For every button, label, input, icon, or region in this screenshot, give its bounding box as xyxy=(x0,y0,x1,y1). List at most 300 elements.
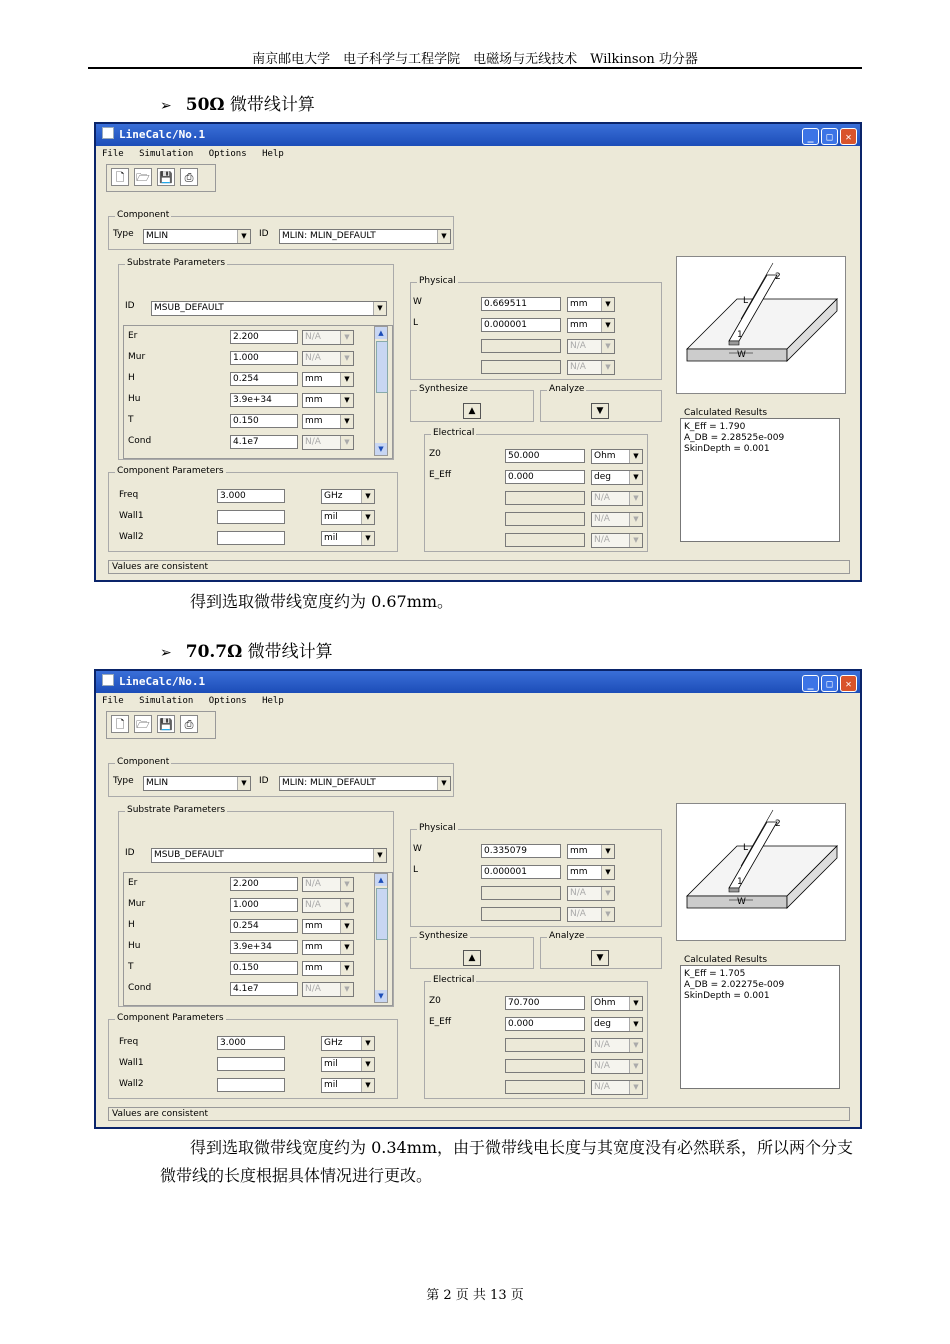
substrate-param-label: Hu xyxy=(128,941,141,951)
calculated-results-label: Calculated Results xyxy=(684,408,768,418)
chevron-down-icon: ▼ xyxy=(340,878,353,891)
result-line: A_DB = 2.28525e-009 xyxy=(684,433,785,443)
analyze-button[interactable]: ▼ xyxy=(591,403,609,419)
diagram-label-port1: 1 xyxy=(737,330,743,340)
menu-options[interactable]: Options xyxy=(208,149,247,159)
section-heading-bold: 70.7Ω xyxy=(185,642,243,662)
unit-value: mm xyxy=(305,416,323,426)
physical-unit-dropdown xyxy=(567,339,615,354)
substrate-group xyxy=(118,258,394,460)
result-line: SkinDepth = 0.001 xyxy=(684,444,770,454)
substrate-unit-dropdown xyxy=(302,898,354,913)
result-paragraph-70ohm: 得到选取微带线宽度约为 0.34mm，由于微带线电长度与其宽度没有必然联系，所以两个分支微带线的长度根据具体情况进行更改。 xyxy=(160,1138,854,1185)
substrate-param-field[interactable]: 3.9e+34 xyxy=(230,940,298,954)
substrate-list[interactable] xyxy=(123,325,393,459)
physical-unit-dropdown xyxy=(567,886,615,901)
menu-file[interactable]: File xyxy=(102,149,124,159)
scroll-up-icon[interactable]: ▲ xyxy=(375,874,387,886)
unit-value: Ohm xyxy=(594,998,616,1008)
menu-options[interactable]: Options xyxy=(208,696,247,706)
analyze-group xyxy=(540,931,662,969)
chevron-down-icon[interactable]: ▼ xyxy=(629,471,642,484)
unit-value: mil xyxy=(324,1080,338,1090)
substrate-param-label: Mur xyxy=(128,899,146,909)
electrical-param-field xyxy=(505,512,585,526)
component-group xyxy=(108,210,454,250)
chevron-down-icon[interactable]: ▼ xyxy=(373,302,386,315)
substrate-param-field[interactable]: 0.150 xyxy=(230,414,298,428)
component-param-label: Wall2 xyxy=(119,532,144,542)
unit-value: mm xyxy=(570,846,588,856)
physical-param-field xyxy=(481,339,561,353)
electrical-param-field[interactable]: 0.000 xyxy=(505,1017,585,1031)
unit-value: Ohm xyxy=(594,451,616,461)
menu-bar xyxy=(96,146,860,162)
menu-simulation[interactable]: Simulation xyxy=(139,696,194,706)
print-icon[interactable]: ⎙ xyxy=(180,715,198,733)
id-dropdown[interactable] xyxy=(279,229,451,244)
section-heading-text: 微带线计算 xyxy=(242,642,333,662)
toolbar xyxy=(106,711,216,739)
analyze-button[interactable]: ▼ xyxy=(591,950,609,966)
chevron-down-icon[interactable]: ▼ xyxy=(361,490,374,503)
substrate-param-field[interactable]: 1.000 xyxy=(230,351,298,365)
substrate-unit-dropdown xyxy=(302,351,354,366)
electrical-param-field xyxy=(505,533,585,547)
calculated-results-group xyxy=(676,408,844,544)
type-dropdown[interactable] xyxy=(143,776,251,791)
chevron-down-icon[interactable]: ▼ xyxy=(629,450,642,463)
analyze-group xyxy=(540,384,662,422)
page-footer: 第 2 页 共 13 页 xyxy=(426,1288,524,1303)
window-title: LineCalc/No.1 xyxy=(119,675,206,688)
linecalc-window-50ohm[interactable] xyxy=(94,122,862,582)
id-dropdown[interactable] xyxy=(279,776,451,791)
synthesize-group xyxy=(410,384,534,422)
substrate-param-label: Er xyxy=(128,331,138,341)
physical-group-label: Physical xyxy=(419,823,456,833)
substrate-group xyxy=(118,805,394,1007)
diagram-label-l: L xyxy=(743,296,749,306)
save-icon[interactable]: 💾 xyxy=(157,168,175,186)
substrate-param-label: Cond xyxy=(128,983,152,993)
chevron-down-icon: ▼ xyxy=(629,1039,642,1052)
toolbar xyxy=(106,164,216,192)
unit-value: N/A xyxy=(305,353,321,363)
component-param-field[interactable]: 3.000 xyxy=(217,489,285,503)
physical-param-field xyxy=(481,360,561,374)
unit-value: N/A xyxy=(305,332,321,342)
unit-value: deg xyxy=(594,1019,611,1029)
physical-group xyxy=(410,276,662,380)
electrical-unit-dropdown[interactable] xyxy=(591,470,643,485)
physical-unit-dropdown[interactable] xyxy=(567,297,615,312)
microstrip-diagram-svg xyxy=(677,257,845,393)
substrate-scrollbar[interactable] xyxy=(374,873,388,1003)
unit-value: mm xyxy=(305,395,323,405)
chevron-down-icon: ▼ xyxy=(601,361,614,374)
electrical-group-label: Electrical xyxy=(433,975,475,985)
unit-value: mm xyxy=(305,921,323,931)
unit-value: N/A xyxy=(305,984,321,994)
unit-value: N/A xyxy=(305,437,321,447)
minimize-button[interactable]: _ xyxy=(802,675,819,692)
chevron-down-icon[interactable]: ▼ xyxy=(361,1037,374,1050)
electrical-param-field[interactable]: 0.000 xyxy=(505,470,585,484)
chevron-down-icon[interactable]: ▼ xyxy=(437,777,450,790)
header-rule xyxy=(88,67,862,69)
open-folder-icon[interactable]: 🗁 xyxy=(134,168,152,186)
unit-value: N/A xyxy=(594,514,610,524)
physical-param-field[interactable]: 0.335079 xyxy=(481,844,561,858)
substrate-unit-dropdown xyxy=(302,330,354,345)
unit-value: mil xyxy=(324,1059,338,1069)
open-folder-icon[interactable]: 🗁 xyxy=(134,715,152,733)
physical-param-label: W xyxy=(413,844,422,854)
section-heading-bold: 50Ω xyxy=(185,95,225,115)
scroll-thumb[interactable] xyxy=(376,341,388,393)
substrate-group-label: Substrate Parameters xyxy=(127,258,226,268)
diagram-label-w: W xyxy=(737,350,746,360)
electrical-unit-dropdown xyxy=(591,512,643,527)
id-label: ID xyxy=(259,776,269,786)
chevron-down-icon[interactable]: ▼ xyxy=(601,298,614,311)
electrical-unit-dropdown xyxy=(591,491,643,506)
scroll-thumb[interactable] xyxy=(376,888,388,940)
substrate-id-label: ID xyxy=(125,848,135,858)
component-group-label: Component xyxy=(117,210,170,220)
unit-value: mil xyxy=(324,533,338,543)
substrate-param-field[interactable]: 3.9e+34 xyxy=(230,393,298,407)
chevron-down-icon: ▼ xyxy=(629,1060,642,1073)
status-bar: Values are consistent xyxy=(108,1107,850,1121)
id-value: MLIN: MLIN_DEFAULT xyxy=(282,778,376,788)
substrate-unit-dropdown xyxy=(302,982,354,997)
result-line: A_DB = 2.02275e-009 xyxy=(684,980,785,990)
substrate-unit-dropdown[interactable] xyxy=(302,393,354,408)
unit-value: mm xyxy=(305,374,323,384)
chevron-down-icon[interactable]: ▼ xyxy=(340,394,353,407)
component-group xyxy=(108,757,454,797)
chevron-down-icon[interactable]: ▼ xyxy=(361,532,374,545)
result-line: SkinDepth = 0.001 xyxy=(684,991,770,1001)
substrate-param-label: Er xyxy=(128,878,138,888)
chevron-down-icon: ▼ xyxy=(629,492,642,505)
physical-unit-dropdown xyxy=(567,360,615,375)
chevron-down-icon[interactable]: ▼ xyxy=(629,997,642,1010)
scroll-up-icon[interactable]: ▲ xyxy=(375,327,387,339)
linecalc-window-70ohm[interactable] xyxy=(94,669,862,1129)
chevron-down-icon[interactable]: ▼ xyxy=(340,415,353,428)
chevron-down-icon: ▼ xyxy=(601,908,614,921)
substrate-param-field[interactable]: 0.254 xyxy=(230,919,298,933)
physical-group xyxy=(410,823,662,927)
component-unit-dropdown[interactable] xyxy=(321,1036,375,1051)
component-param-label: Freq xyxy=(119,490,139,500)
new-file-icon[interactable]: 🗋 xyxy=(111,715,129,733)
result-line: K_Eff = 1.790 xyxy=(684,422,746,432)
type-label: Type xyxy=(113,229,134,239)
chevron-down-icon[interactable]: ▼ xyxy=(601,845,614,858)
menu-help[interactable]: Help xyxy=(262,696,284,706)
maximize-button[interactable]: □ xyxy=(821,128,838,145)
print-icon[interactable]: ⎙ xyxy=(180,168,198,186)
chevron-down-icon[interactable]: ▼ xyxy=(340,941,353,954)
analyze-label: Analyze xyxy=(549,384,585,394)
chevron-down-icon[interactable]: ▼ xyxy=(340,920,353,933)
chevron-down-icon[interactable]: ▼ xyxy=(340,373,353,386)
component-param-field[interactable] xyxy=(217,531,285,545)
substrate-unit-dropdown xyxy=(302,877,354,892)
unit-value: N/A xyxy=(594,493,610,503)
window-title: LineCalc/No.1 xyxy=(119,128,206,141)
chevron-down-icon: ▼ xyxy=(601,887,614,900)
component-param-field[interactable] xyxy=(217,510,285,524)
unit-value: mm xyxy=(570,867,588,877)
component-parameters-label: Component Parameters xyxy=(117,1013,224,1023)
physical-unit-dropdown xyxy=(567,907,615,922)
substrate-unit-dropdown[interactable] xyxy=(302,940,354,955)
substrate-unit-dropdown xyxy=(302,435,354,450)
chevron-down-icon[interactable]: ▼ xyxy=(361,1058,374,1071)
synthesize-group xyxy=(410,931,534,969)
physical-group-label: Physical xyxy=(419,276,456,286)
chevron-down-icon: ▼ xyxy=(340,352,353,365)
unit-value: mm xyxy=(305,963,323,973)
chevron-down-icon: ▼ xyxy=(629,513,642,526)
physical-param-label: L xyxy=(413,318,419,328)
type-value: MLIN xyxy=(146,231,169,241)
physical-unit-dropdown[interactable] xyxy=(567,865,615,880)
arrow-bullet-icon: ➢ xyxy=(160,98,172,114)
component-parameters-group xyxy=(108,1013,398,1099)
section-heading-50ohm xyxy=(160,90,315,115)
physical-param-label: L xyxy=(413,865,419,875)
minimize-button[interactable]: _ xyxy=(802,128,819,145)
substrate-unit-dropdown[interactable] xyxy=(302,372,354,387)
substrate-param-field[interactable]: 0.150 xyxy=(230,961,298,975)
electrical-param-field xyxy=(505,491,585,505)
substrate-param-field[interactable]: 2.200 xyxy=(230,330,298,344)
chevron-down-icon[interactable]: ▼ xyxy=(437,230,450,243)
component-unit-dropdown[interactable] xyxy=(321,489,375,504)
component-param-field[interactable]: 3.000 xyxy=(217,1036,285,1050)
electrical-param-field[interactable]: 70.700 xyxy=(505,996,585,1010)
section-heading-70ohm xyxy=(160,637,333,662)
unit-value: N/A xyxy=(594,535,610,545)
electrical-param-field[interactable]: 50.000 xyxy=(505,449,585,463)
id-label: ID xyxy=(259,229,269,239)
unit-value: mm xyxy=(305,942,323,952)
unit-value: N/A xyxy=(570,362,586,372)
unit-value: deg xyxy=(594,472,611,482)
substrate-param-label: H xyxy=(128,920,135,930)
electrical-group xyxy=(424,428,648,552)
calculated-results-label: Calculated Results xyxy=(684,955,768,965)
electrical-param-label: Z0 xyxy=(429,996,441,1006)
new-file-icon[interactable]: 🗋 xyxy=(111,168,129,186)
app-icon xyxy=(102,127,114,139)
substrate-param-label: H xyxy=(128,373,135,383)
component-parameters-group xyxy=(108,466,398,552)
substrate-param-field[interactable]: 2.200 xyxy=(230,877,298,891)
chevron-down-icon[interactable]: ▼ xyxy=(601,866,614,879)
section-heading-text: 微带线计算 xyxy=(224,95,315,115)
chevron-down-icon[interactable]: ▼ xyxy=(237,777,250,790)
diagram-label-w: W xyxy=(737,897,746,907)
component-param-label: Wall1 xyxy=(119,1058,144,1068)
close-button[interactable]: ✕ xyxy=(840,128,857,145)
unit-value: N/A xyxy=(305,900,321,910)
calculated-results-box xyxy=(680,965,840,1089)
unit-value: N/A xyxy=(570,341,586,351)
type-label: Type xyxy=(113,776,134,786)
electrical-group xyxy=(424,975,648,1099)
chevron-down-icon[interactable]: ▼ xyxy=(237,230,250,243)
electrical-unit-dropdown[interactable] xyxy=(591,996,643,1011)
substrate-unit-dropdown[interactable] xyxy=(302,919,354,934)
electrical-unit-dropdown xyxy=(591,1080,643,1095)
unit-value: N/A xyxy=(594,1061,610,1071)
electrical-param-label: Z0 xyxy=(429,449,441,459)
chevron-down-icon: ▼ xyxy=(629,1081,642,1094)
component-group-label: Component xyxy=(117,757,170,767)
microstrip-diagram xyxy=(676,256,846,394)
scroll-down-icon[interactable]: ▼ xyxy=(375,443,387,455)
component-parameters-label: Component Parameters xyxy=(117,466,224,476)
status-bar: Values are consistent xyxy=(108,560,850,574)
component-param-field[interactable] xyxy=(217,1078,285,1092)
substrate-param-field[interactable]: 4.1e7 xyxy=(230,435,298,449)
synthesize-label: Synthesize xyxy=(419,384,468,394)
electrical-param-field xyxy=(505,1080,585,1094)
menu-help[interactable]: Help xyxy=(262,149,284,159)
chevron-down-icon[interactable]: ▼ xyxy=(340,962,353,975)
synthesize-button[interactable]: ▲ xyxy=(463,403,481,419)
electrical-group-label: Electrical xyxy=(433,428,475,438)
window-titlebar[interactable] xyxy=(96,124,860,146)
maximize-button[interactable]: □ xyxy=(821,675,838,692)
substrate-param-label: T xyxy=(128,415,134,425)
chevron-down-icon[interactable]: ▼ xyxy=(361,511,374,524)
chevron-down-icon[interactable]: ▼ xyxy=(629,1018,642,1031)
electrical-unit-dropdown[interactable] xyxy=(591,449,643,464)
window-titlebar[interactable] xyxy=(96,671,860,693)
component-unit-dropdown[interactable] xyxy=(321,1057,375,1072)
substrate-group-label: Substrate Parameters xyxy=(127,805,226,815)
physical-param-field[interactable]: 0.669511 xyxy=(481,297,561,311)
page-header: 南京邮电大学 电子科学与工程学院 电磁场与无线技术 Wilkinson 功分器 xyxy=(252,52,698,67)
physical-unit-dropdown[interactable] xyxy=(567,318,615,333)
type-dropdown[interactable] xyxy=(143,229,251,244)
menu-simulation[interactable]: Simulation xyxy=(139,149,194,159)
unit-value: N/A xyxy=(570,909,586,919)
id-value: MLIN: MLIN_DEFAULT xyxy=(282,231,376,241)
synthesize-button[interactable]: ▲ xyxy=(463,950,481,966)
microstrip-diagram-svg xyxy=(677,804,845,940)
substrate-id-dropdown[interactable] xyxy=(151,848,387,863)
diagram-label-port1: 1 xyxy=(737,877,743,887)
substrate-param-label: Hu xyxy=(128,394,141,404)
physical-unit-dropdown[interactable] xyxy=(567,844,615,859)
substrate-id-dropdown[interactable] xyxy=(151,301,387,316)
unit-value: mm xyxy=(570,320,588,330)
type-value: MLIN xyxy=(146,778,169,788)
chevron-down-icon: ▼ xyxy=(629,534,642,547)
electrical-param-label: E_Eff xyxy=(429,470,452,480)
unit-value: N/A xyxy=(594,1040,610,1050)
close-button[interactable]: ✕ xyxy=(840,675,857,692)
substrate-id-value: MSUB_DEFAULT xyxy=(154,303,224,313)
physical-param-label: W xyxy=(413,297,422,307)
component-unit-dropdown[interactable] xyxy=(321,510,375,525)
component-param-label: Wall1 xyxy=(119,511,144,521)
electrical-param-field xyxy=(505,1038,585,1052)
substrate-param-label: Mur xyxy=(128,352,146,362)
chevron-down-icon: ▼ xyxy=(340,436,353,449)
component-unit-dropdown[interactable] xyxy=(321,1078,375,1093)
electrical-param-field xyxy=(505,1059,585,1073)
physical-param-field[interactable]: 0.000001 xyxy=(481,318,561,332)
chevron-down-icon: ▼ xyxy=(340,983,353,996)
diagram-label-port2: 2 xyxy=(775,272,781,282)
analyze-label: Analyze xyxy=(549,931,585,941)
substrate-param-field[interactable]: 4.1e7 xyxy=(230,982,298,996)
physical-param-field xyxy=(481,886,561,900)
result-line: K_Eff = 1.705 xyxy=(684,969,746,979)
electrical-unit-dropdown xyxy=(591,1059,643,1074)
substrate-id-label: ID xyxy=(125,301,135,311)
component-param-label: Freq xyxy=(119,1037,139,1047)
substrate-param-field[interactable]: 0.254 xyxy=(230,372,298,386)
diagram-label-port2: 2 xyxy=(775,819,781,829)
chevron-down-icon[interactable]: ▼ xyxy=(373,849,386,862)
calculated-results-box xyxy=(680,418,840,542)
substrate-list[interactable] xyxy=(123,872,393,1006)
substrate-param-label: T xyxy=(128,962,134,972)
electrical-unit-dropdown xyxy=(591,1038,643,1053)
substrate-param-label: Cond xyxy=(128,436,152,446)
component-param-label: Wall2 xyxy=(119,1079,144,1089)
menu-file[interactable]: File xyxy=(102,696,124,706)
app-icon xyxy=(102,674,114,686)
substrate-unit-dropdown[interactable] xyxy=(302,961,354,976)
substrate-scrollbar[interactable] xyxy=(374,326,388,456)
chevron-down-icon[interactable]: ▼ xyxy=(601,319,614,332)
substrate-param-field[interactable]: 1.000 xyxy=(230,898,298,912)
unit-value: N/A xyxy=(594,1082,610,1092)
unit-value: N/A xyxy=(570,888,586,898)
chevron-down-icon: ▼ xyxy=(601,340,614,353)
chevron-down-icon: ▼ xyxy=(340,899,353,912)
component-unit-dropdown[interactable] xyxy=(321,531,375,546)
substrate-id-value: MSUB_DEFAULT xyxy=(154,850,224,860)
substrate-unit-dropdown[interactable] xyxy=(302,414,354,429)
unit-value: N/A xyxy=(305,879,321,889)
menu-bar xyxy=(96,693,860,709)
save-icon[interactable]: 💾 xyxy=(157,715,175,733)
electrical-unit-dropdown[interactable] xyxy=(591,1017,643,1032)
scroll-down-icon[interactable]: ▼ xyxy=(375,990,387,1002)
physical-param-field[interactable]: 0.000001 xyxy=(481,865,561,879)
component-param-field[interactable] xyxy=(217,1057,285,1071)
chevron-down-icon[interactable]: ▼ xyxy=(361,1079,374,1092)
unit-value: GHz xyxy=(324,1038,343,1048)
diagram-label-l: L xyxy=(743,843,749,853)
unit-value: GHz xyxy=(324,491,343,501)
unit-value: mil xyxy=(324,512,338,522)
arrow-bullet-icon: ➢ xyxy=(160,645,172,661)
